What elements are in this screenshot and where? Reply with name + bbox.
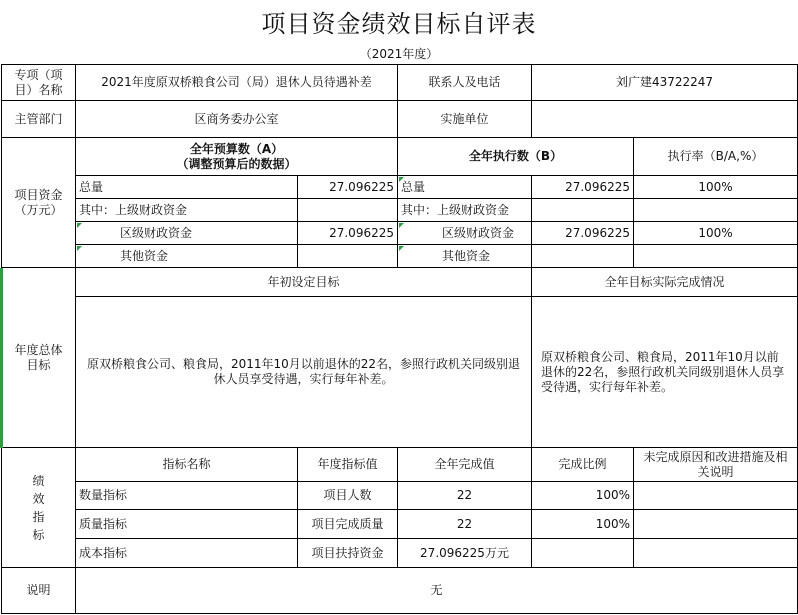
- contact-label[interactable]: 联系人及电话: [398, 64, 532, 101]
- indicator-ratio-header[interactable]: 完成比例: [532, 448, 634, 482]
- indicator-reason-cost[interactable]: [634, 539, 798, 568]
- project-name-value[interactable]: 2021年度原双桥粮食公司（局）退休人员待遇补差: [76, 64, 398, 101]
- set-goal-header[interactable]: 年初设定目标: [76, 268, 532, 297]
- budget-header-line2: （调整预算后的数据）: [176, 156, 297, 171]
- page-title: 项目资金绩效目标自评表: [261, 9, 537, 38]
- budget-superior-value[interactable]: [298, 199, 398, 222]
- budget-district-value[interactable]: 27.096225: [298, 222, 398, 245]
- exec-header[interactable]: 全年执行数（B）: [398, 138, 634, 176]
- indicator-target-cost[interactable]: 项目扶持资金: [298, 539, 398, 568]
- budget-total-value[interactable]: 27.096225: [298, 176, 398, 199]
- indicator-target-quality[interactable]: 项目完成质量: [298, 510, 398, 539]
- comment-marker: [399, 246, 404, 251]
- exec-district-label[interactable]: 区级财政资金: [398, 222, 532, 245]
- indicator-completed-quantity[interactable]: 22: [398, 482, 532, 510]
- indicator-category-quantity[interactable]: 数量指标: [76, 482, 298, 510]
- comment-marker: [77, 223, 82, 228]
- indicator-name-header[interactable]: 指标名称: [76, 448, 298, 482]
- rate-superior-value[interactable]: [634, 199, 798, 222]
- year-label: （2021年度）: [359, 46, 439, 61]
- budget-superior-label[interactable]: 其中：上级财政资金: [76, 199, 298, 222]
- indicator-category-quality[interactable]: 质量指标: [76, 510, 298, 539]
- indicator-target-quantity[interactable]: 项目人数: [298, 482, 398, 510]
- indicator-completed-header[interactable]: 全年完成值: [398, 448, 532, 482]
- indicator-target-header[interactable]: 年度指标值: [298, 448, 398, 482]
- indicator-reason-header[interactable]: 未完成原因和改进措施及相关说明: [634, 448, 798, 482]
- exec-total-label[interactable]: 总量: [398, 176, 532, 199]
- comment-marker: [77, 246, 82, 251]
- set-goal-text[interactable]: 原双桥粮食公司、粮食局，2011年10月以前退休的22名，参照行政机关同级别退休人员享受待遇，实行每年补差。: [76, 297, 532, 448]
- annual-goal-label[interactable]: 年度总体目标: [1, 268, 76, 448]
- budget-total-label[interactable]: 总量: [76, 176, 298, 199]
- actual-goal-text[interactable]: 原双桥粮食公司、粮食局，2011年10月以前退休的22名，参照行政机关同级别退休人员享受待遇，实行每年补差。: [532, 297, 798, 448]
- exec-superior-value[interactable]: [532, 199, 634, 222]
- actual-goal-header[interactable]: 全年目标实际完成情况: [532, 268, 798, 297]
- exec-other-value[interactable]: [532, 245, 634, 268]
- project-name-label[interactable]: 专项（项目）名称: [1, 64, 76, 101]
- note-label[interactable]: 说明: [1, 568, 76, 614]
- funds-label[interactable]: 项目资金（万元）: [1, 138, 76, 268]
- indicator-completed-quality[interactable]: 22: [398, 510, 532, 539]
- impl-unit-value[interactable]: [532, 101, 798, 138]
- exec-district-value[interactable]: 27.096225: [532, 222, 634, 245]
- indicator-reason-quantity[interactable]: [634, 482, 798, 510]
- budget-other-value[interactable]: [298, 245, 398, 268]
- indicator-ratio-cost[interactable]: [532, 539, 634, 568]
- exec-other-label[interactable]: 其他资金: [398, 245, 532, 268]
- indicators-label[interactable]: 绩效指标: [1, 448, 76, 568]
- note-value[interactable]: 无: [76, 568, 798, 614]
- budget-header[interactable]: [76, 138, 398, 176]
- indicator-reason-quality[interactable]: [634, 510, 798, 539]
- impl-unit-label[interactable]: 实施单位: [398, 101, 532, 138]
- indicator-category-cost[interactable]: 成本指标: [76, 539, 298, 568]
- dept-value[interactable]: 区商务委办公室: [76, 101, 398, 138]
- contact-value[interactable]: 刘广建43722247: [532, 64, 798, 101]
- indicator-completed-cost[interactable]: 27.096225万元: [398, 539, 532, 568]
- rate-district-value[interactable]: 100%: [634, 222, 798, 245]
- budget-other-label[interactable]: 其他资金: [76, 245, 298, 268]
- rate-header[interactable]: 执行率（B/A,%）: [634, 138, 798, 176]
- rate-other-value[interactable]: [634, 245, 798, 268]
- comment-marker: [399, 177, 404, 182]
- indicator-ratio-quality[interactable]: 100%: [532, 510, 634, 539]
- exec-superior-label[interactable]: 其中：上级财政资金: [398, 199, 532, 222]
- indicator-ratio-quantity[interactable]: 100%: [532, 482, 634, 510]
- budget-header-line1: 全年预算数（A）: [189, 141, 284, 156]
- comment-marker: [399, 223, 404, 228]
- rate-total-value[interactable]: 100%: [634, 176, 798, 199]
- budget-district-label[interactable]: 区级财政资金: [76, 222, 298, 245]
- exec-total-value[interactable]: 27.096225: [532, 176, 634, 199]
- dept-label[interactable]: 主管部门: [1, 101, 76, 138]
- selection-marker: [0, 268, 3, 448]
